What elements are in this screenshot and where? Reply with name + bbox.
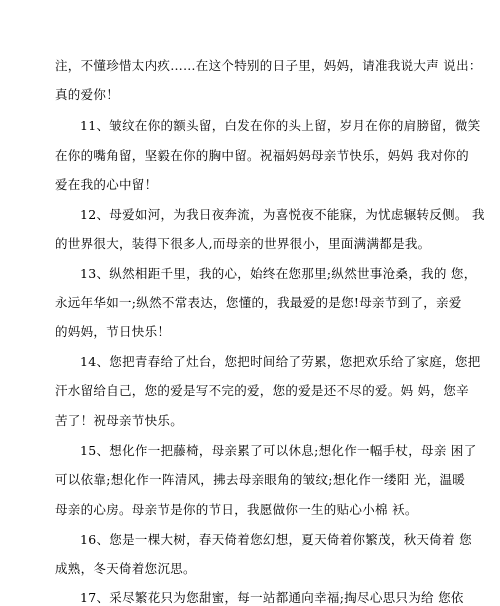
paragraph-13-line: 13、纵然相距千里，我的心，始终在您那里;纵然世事沧桑，我的 您， [80,266,477,281]
paragraph-11-line: 11、皱纹在你的额头留，白发在你的头上留，岁月在你的肩膀留，微笑 [80,118,481,133]
text-line: 汗水留给自己，您的爱是写不完的爱，您的爱是还不尽的爱。妈 妈，您辛 [55,383,469,398]
text-line: 在你的嘴角留，坚毅在你的胸中留。祝福妈妈母亲节快乐，妈妈 我对你的 [55,148,469,163]
text-line: 永远年华如一;纵然不常表达，您懂的，我最爱的是您!母亲节到了，亲爱 [55,295,462,310]
text-line: 成熟，冬天倚着您沉思。 [55,561,196,576]
text-line: 的妈妈，节日快乐！ [55,324,171,339]
text-line: 苦了！祝母亲节快乐。 [55,413,184,428]
paragraph-15-line: 15、想化作一把藤椅，母亲累了可以休息;想化作一幅手杖，母亲 困了 [80,443,477,458]
text-line: 的世界很大，装得下很多人,而母亲的世界很小，里面满满都是我。 [55,236,431,251]
paragraph-14-line: 14、您把青春给了灶台，您把时间给了劳累，您把欢乐给了家庭，您把 [80,354,481,369]
text-line: 真的爱你！ [55,87,120,102]
text-line: 爱在我的心中留！ [55,177,158,192]
paragraph-16-line: 16、您是一棵大树，春天倚着您幻想，夏天倚着你繁茂，秋天倚着 您 [80,532,472,547]
paragraph-17-line: 17、采尽繁花只为您甜蜜，每一站都通向幸福;掏尽心思只为给 您依 [80,590,464,605]
paragraph-12-line: 12、母爱如河，为我日夜奔流，为喜悦夜不能寐，为忧虑辗转反侧。 我 [80,207,485,222]
text-line: 注，不懂珍惜太内疚……在这个特别的日子里，妈妈，请准我说大声 说出： [55,58,482,73]
text-line: 可以依靠;想化作一阵清风，拂去母亲眼角的皱纹;想化作一缕阳 光，温暖 [55,472,466,487]
text-line: 母亲的心房。母亲节是你的节日，我愿做你一生的贴心小棉 袄。 [55,502,418,517]
